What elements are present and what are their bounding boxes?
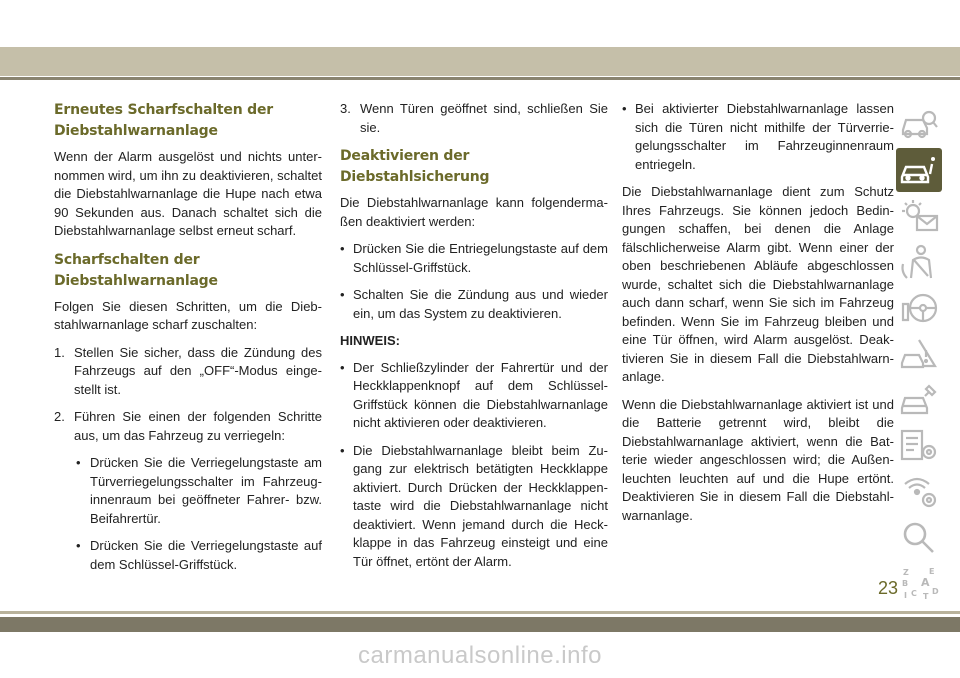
step-text: Wenn Türen geöffnet sind, schließen Sie sie. [360,101,608,135]
page-number: 23 [877,578,899,598]
note-title: HINWEIS: [340,333,400,348]
paragraph-false-alarm: Die Diebstahlwarnanlage dient zum Schutz Ihres Fahrzeugs. Sie können jedoch Bedingungen schaffen, bei denen die Anlage fälschlicherweise Alarm gibt. Wenn einer der oben beschriebenen Abläufe abgeschlossen wurde, schaltet sich die Diebstahlwarnanlage auch dann scharf, wenn Sie sich im Fahrzeug befinden. Wenn Sie im Fahrzeug bleiben und eine Tür öffnen, wird Alarm ausgelöst. Deaktivieren Sie in diesem Fall die Diebstahlwarnanlage. [622,184,894,384]
index-letter: Z [903,568,909,577]
heading-arm: Scharfschalten der Diebstahlwarnanlage [54,251,218,289]
tab-car-service[interactable] [896,378,942,422]
paragraph-battery: Wenn die Diebstahlwarnanlage aktiviert ist und die Batterie getrennt wird, bleibt die Diebstahlwarnanlage aktiviert, wenn die Batterie wieder angeschlossen wird; die Außenleuchten leuchten auf und die Hupe ertönt. Deaktivieren Sie in diesem Fall die Diebstahlwarnanlage. [622,396,894,523]
bullet-text: Die Diebstahlwarnanlage bleibt beim Zugang zur elektrisch betätigten Heckklappe aktiviert. Durch Drücken der Heckklappentaste wird die Diebstahlwarnanlage nicht deaktiviert. Wenn jemand durch die Heckklappe in das Fahrzeug einsteigt und eine Tür öffnet, ertönt der Alarm. [353,442,608,569]
note-bullet [340,442,608,572]
spec-gear-icon [899,428,939,464]
paragraph-disarm: Die Diebstahlwarnanlage kann folgendermaßen deaktiviert werden: [340,195,608,229]
bullet-text: Drücken Sie die Entriegelungstaste auf dem Schlüssel-Griffstück. [353,241,608,275]
heading-disarm: Deaktivieren der Diebstahlsicherung [340,148,490,185]
bullet-marker: • [340,241,345,256]
column-2 [340,100,608,580]
bullet-text: Schalten Sie die Zündung aus und wieder ein, um das System zu deaktivieren. [353,287,608,321]
step-marker: 1. [54,344,65,360]
bullet-marker: • [76,455,81,470]
car-info-icon [899,152,939,188]
seatbelt-icon [899,244,939,280]
bullet-item [340,286,608,323]
radio-icon [899,474,939,510]
bullet-marker: • [622,101,627,116]
bullet-text: Drücken Sie die Verriegelungstaste am Türverriegelungsschalter im Fahrzeuginnenraum bei geöffneter Fahrer- bzw. Beifahrertür. [90,455,322,526]
sub-bullet [76,454,322,528]
tab-dashboard-lights[interactable] [896,194,942,238]
step-text: Stellen Sie sicher, dass die Zündung des Fahrzeugs auf den „OFF“-Modus eingestellt ist. [74,344,322,397]
chapter-sidebar [896,102,942,608]
step-marker: 2. [54,409,65,424]
search-icon [899,520,939,556]
bullet-marker: • [76,538,81,553]
header-rule [0,77,960,80]
steering-wheel-icon [899,290,939,326]
tab-radio[interactable] [896,470,942,514]
paragraph-arm-intro: Folgen Sie diesen Schritten, um die Diebstahlwarnanlage scharf zuschalten: [54,298,322,332]
car-magnify-icon [899,106,939,142]
bullet-item [622,100,894,174]
dashboard-lights-icon [899,198,939,234]
bullet-marker: • [340,287,345,302]
footer-rule [0,611,960,614]
bullet-text: Der Schließzylinder der Fahrertür und der Heckklappenknopf auf dem Schlüssel-Griffstück können die Diebstahlwarnanlage nicht aktivieren oder deaktivieren. [353,359,608,430]
tab-warning-car[interactable] [896,332,942,376]
bullet-text: Bei aktivierter Diebstahlwarnanlage lassen sich die Türen nicht mithilfe der Türverriegelungsschalter im Fahrzeuginnenraum entriegeln. [635,101,894,172]
tab-car-magnify[interactable] [896,102,942,146]
tab-steering-wheel[interactable] [896,286,942,330]
car-service-icon [899,382,939,418]
step-2 [54,408,322,445]
header-band [0,47,960,76]
tab-spec-gear[interactable] [896,424,942,468]
tab-seatbelt[interactable] [896,240,942,284]
sub-bullet [76,537,322,574]
heading-rearm: Erneutes Scharfschalten der Diebstahlwarnanlage [54,102,273,139]
note-bullet [340,359,608,433]
step-text: Führen Sie einen der folgenden Schritte aus, um das Fahrzeug zu verriegeln: [74,409,322,443]
column-3 [622,100,894,534]
column-1 [54,100,322,583]
warning-car-icon [899,336,939,372]
index-letter: B [902,579,909,588]
step-3 [340,100,608,137]
index-letter: C [911,589,917,598]
bullet-item [340,240,608,277]
step-marker: 3. [340,101,351,116]
step-1 [54,344,322,400]
index-letter: D [932,587,939,596]
index-letter: A [921,576,930,589]
bullet-text: Drücken Sie die Verriegelungstaste auf dem Schlüssel-Griffstück. [90,538,322,572]
index-letter: I [904,591,907,600]
index-letter: E [929,567,935,576]
tab-search[interactable] [896,516,942,560]
tab-car-info[interactable] [896,148,942,192]
paragraph-rearm: Wenn der Alarm ausgelöst und nichts unternommen wird, um ihn zu deaktivieren, schaltet die Diebstahlwarnanlage die Hupe nach etwa 90 Sekunden aus. Danach schaltet sich die Diebstahlwarnanlage selbst erneut scharf. [54,149,322,238]
index-letter: T [923,592,929,601]
bullet-marker: • [340,442,345,458]
bullet-marker: • [340,359,345,375]
watermark: carmanualsonline.info [358,642,602,669]
footer-band [0,617,960,632]
